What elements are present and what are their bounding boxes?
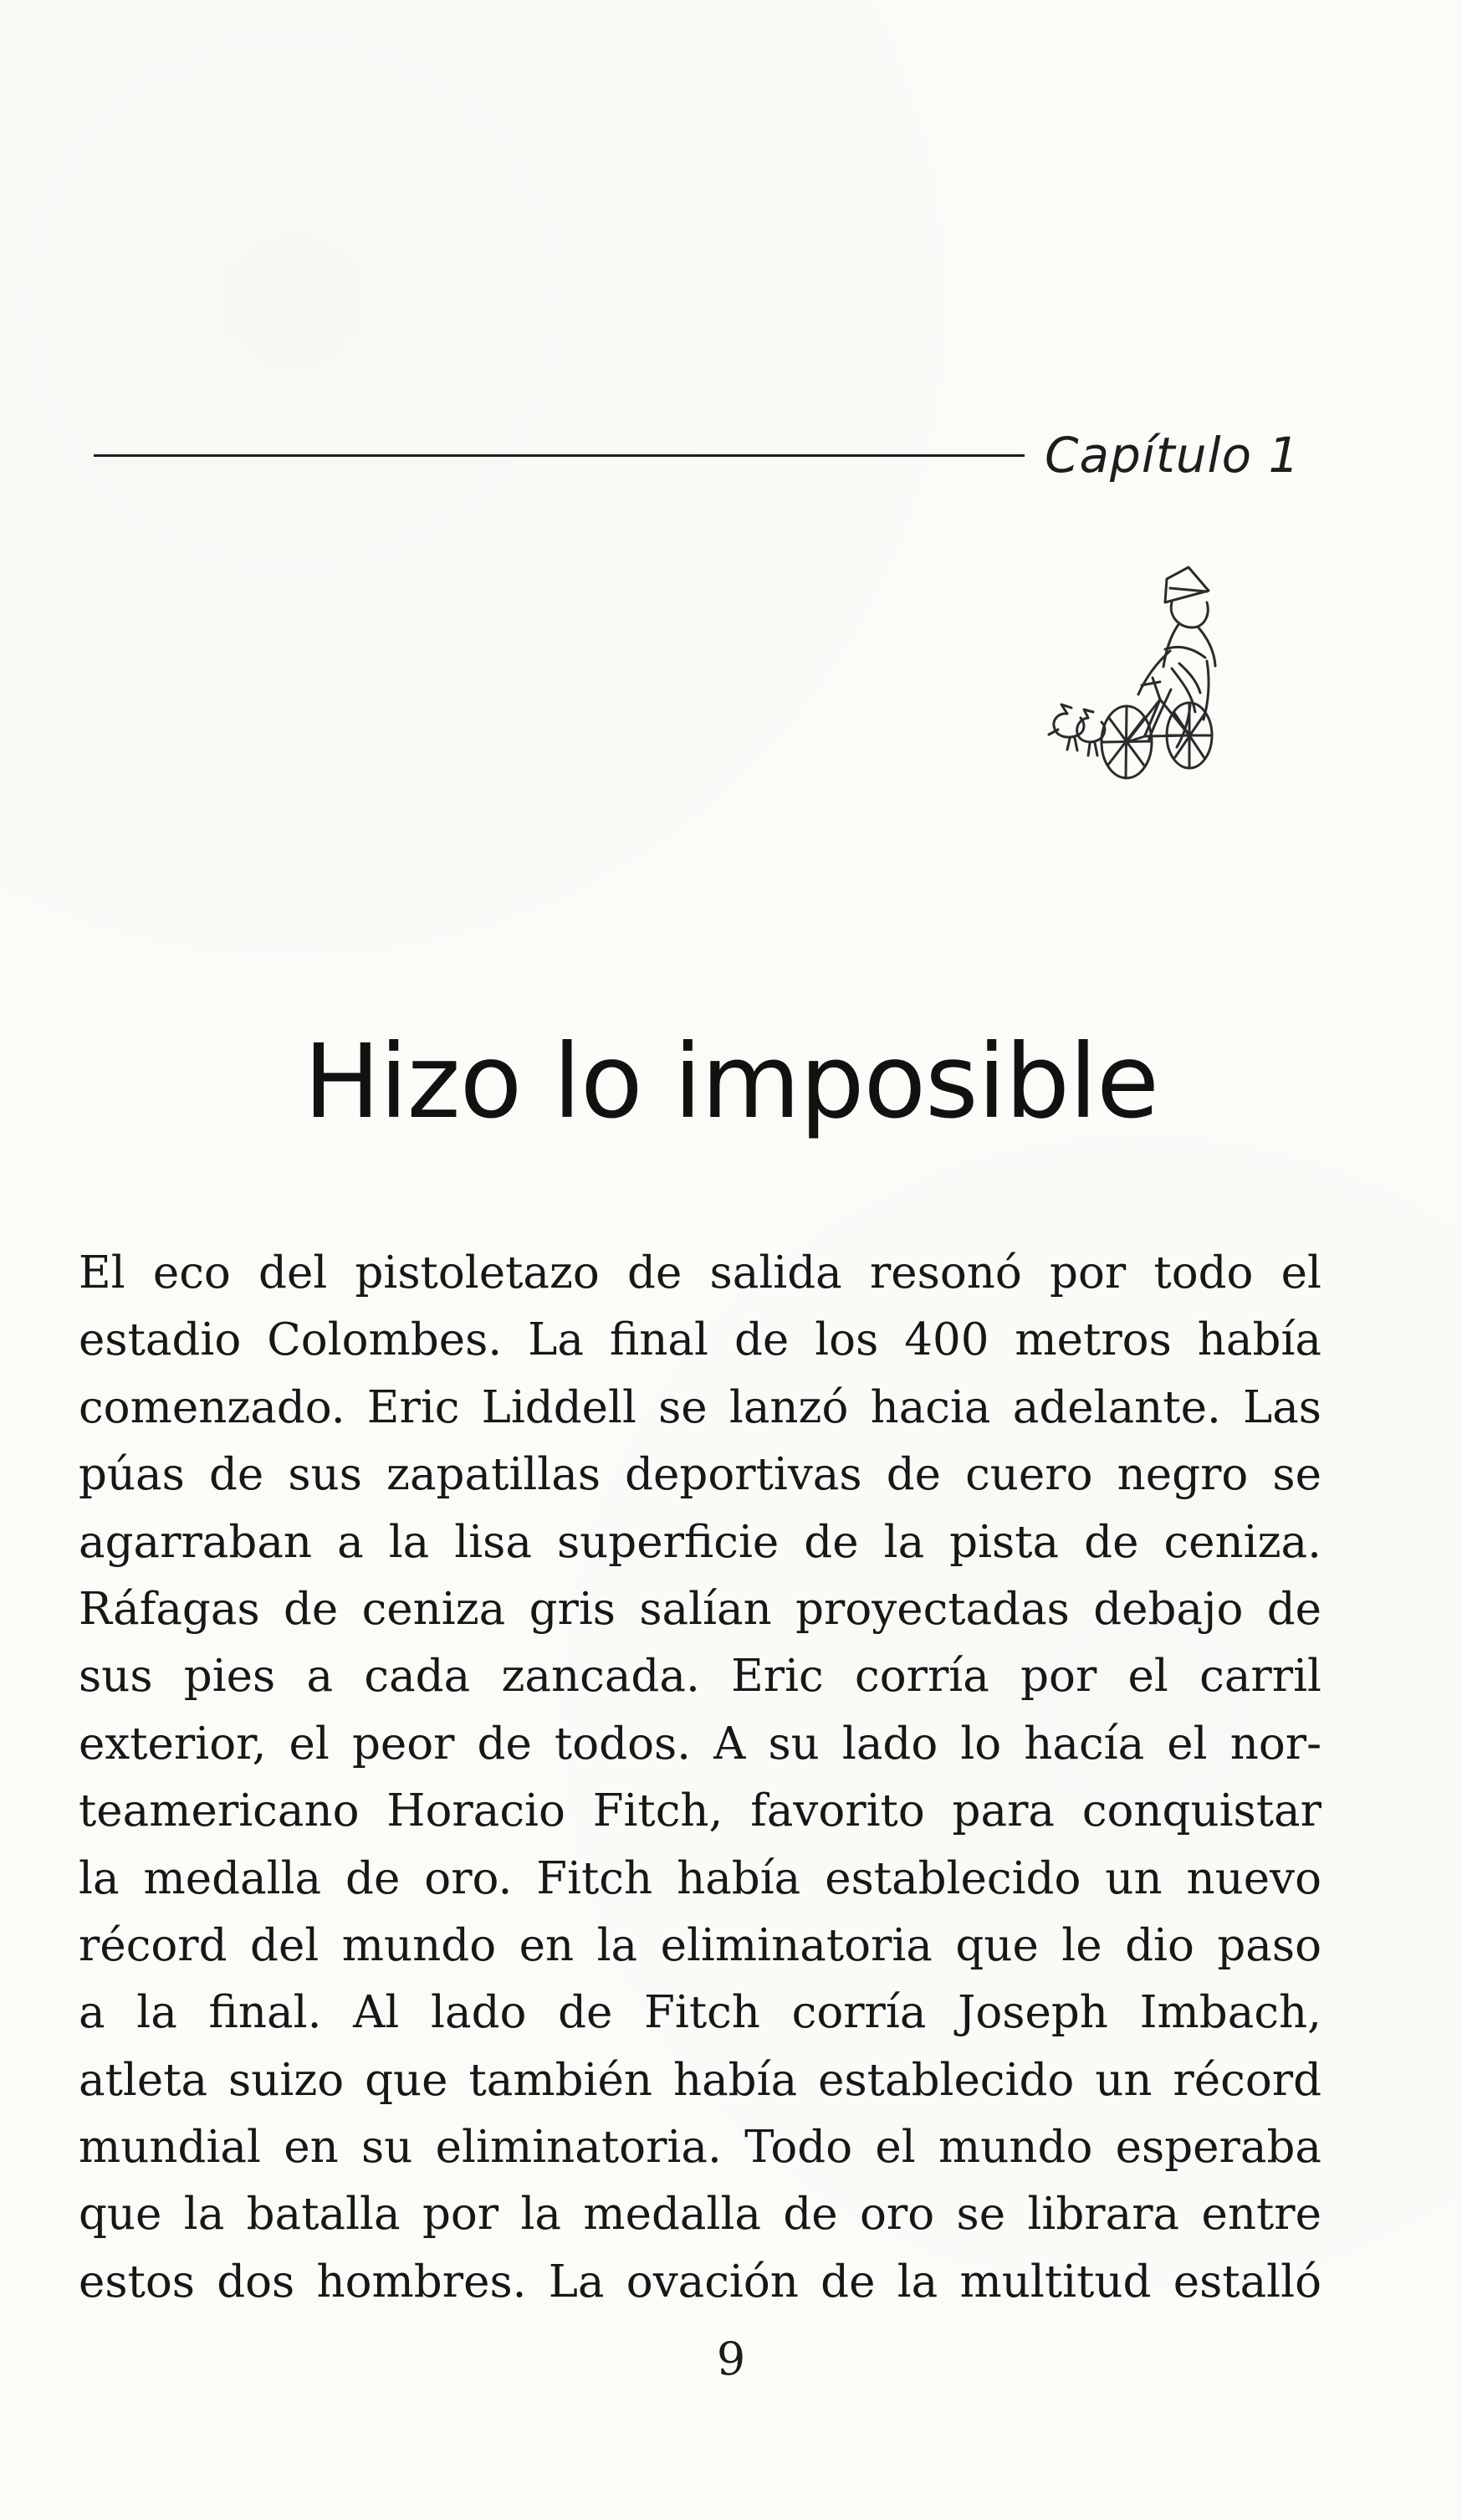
body-line: estadio Colombes. La final de los 400 metros había bbox=[79, 1314, 1321, 1366]
body-line: teamericano Horacio Fitch, favorito para conquistar bbox=[79, 1785, 1321, 1837]
chapter-rule bbox=[94, 454, 1025, 457]
body-line: estos dos hombres. La ovación de la multitud estalló bbox=[79, 2256, 1321, 2307]
body-line: púas de sus zapatillas deportivas de cuero negro se bbox=[79, 1449, 1321, 1501]
chapter-title: Hizo lo imposible bbox=[303, 1022, 1159, 1141]
body-line: comenzado. Eric Liddell se lanzó hacia adelante. Las bbox=[79, 1381, 1321, 1433]
chapter-label: Capítulo 1 bbox=[1045, 427, 1301, 484]
chapter-body bbox=[79, 1240, 1321, 2316]
body-line: que la batalla por la medalla de oro se librara entre bbox=[79, 2189, 1321, 2241]
page-number: 9 bbox=[716, 2333, 746, 2385]
body-line: a la final. Al lado de Fitch corría Joseph Imbach, bbox=[79, 1987, 1321, 2039]
body-line: Ráfagas de ceniza gris salían proyectadas debajo de bbox=[79, 1583, 1321, 1635]
body-line: récord del mundo en la eliminatoria que le dio paso bbox=[79, 1919, 1321, 1971]
body-line: sus pies a cada zancada. Eric corría por el carril bbox=[79, 1651, 1321, 1703]
cyclist-sketch-icon bbox=[1041, 562, 1234, 788]
body-line: mundial en su eliminatoria. Todo el mundo esperaba bbox=[79, 2122, 1321, 2174]
chapter-header bbox=[94, 418, 1315, 494]
body-line: exterior, el peor de todos. A su lado lo hacía el nor- bbox=[79, 1718, 1321, 1770]
body-line: El eco del pistoletazo de salida resonó por todo el bbox=[79, 1247, 1321, 1298]
body-line: la medalla de oro. Fitch había establecido un nuevo bbox=[79, 1852, 1321, 1904]
body-line: atleta suizo que también había establecido un récord bbox=[79, 2054, 1321, 2106]
body-line: agarraban a la lisa superficie de la pista de ceniza. bbox=[79, 1516, 1321, 1568]
